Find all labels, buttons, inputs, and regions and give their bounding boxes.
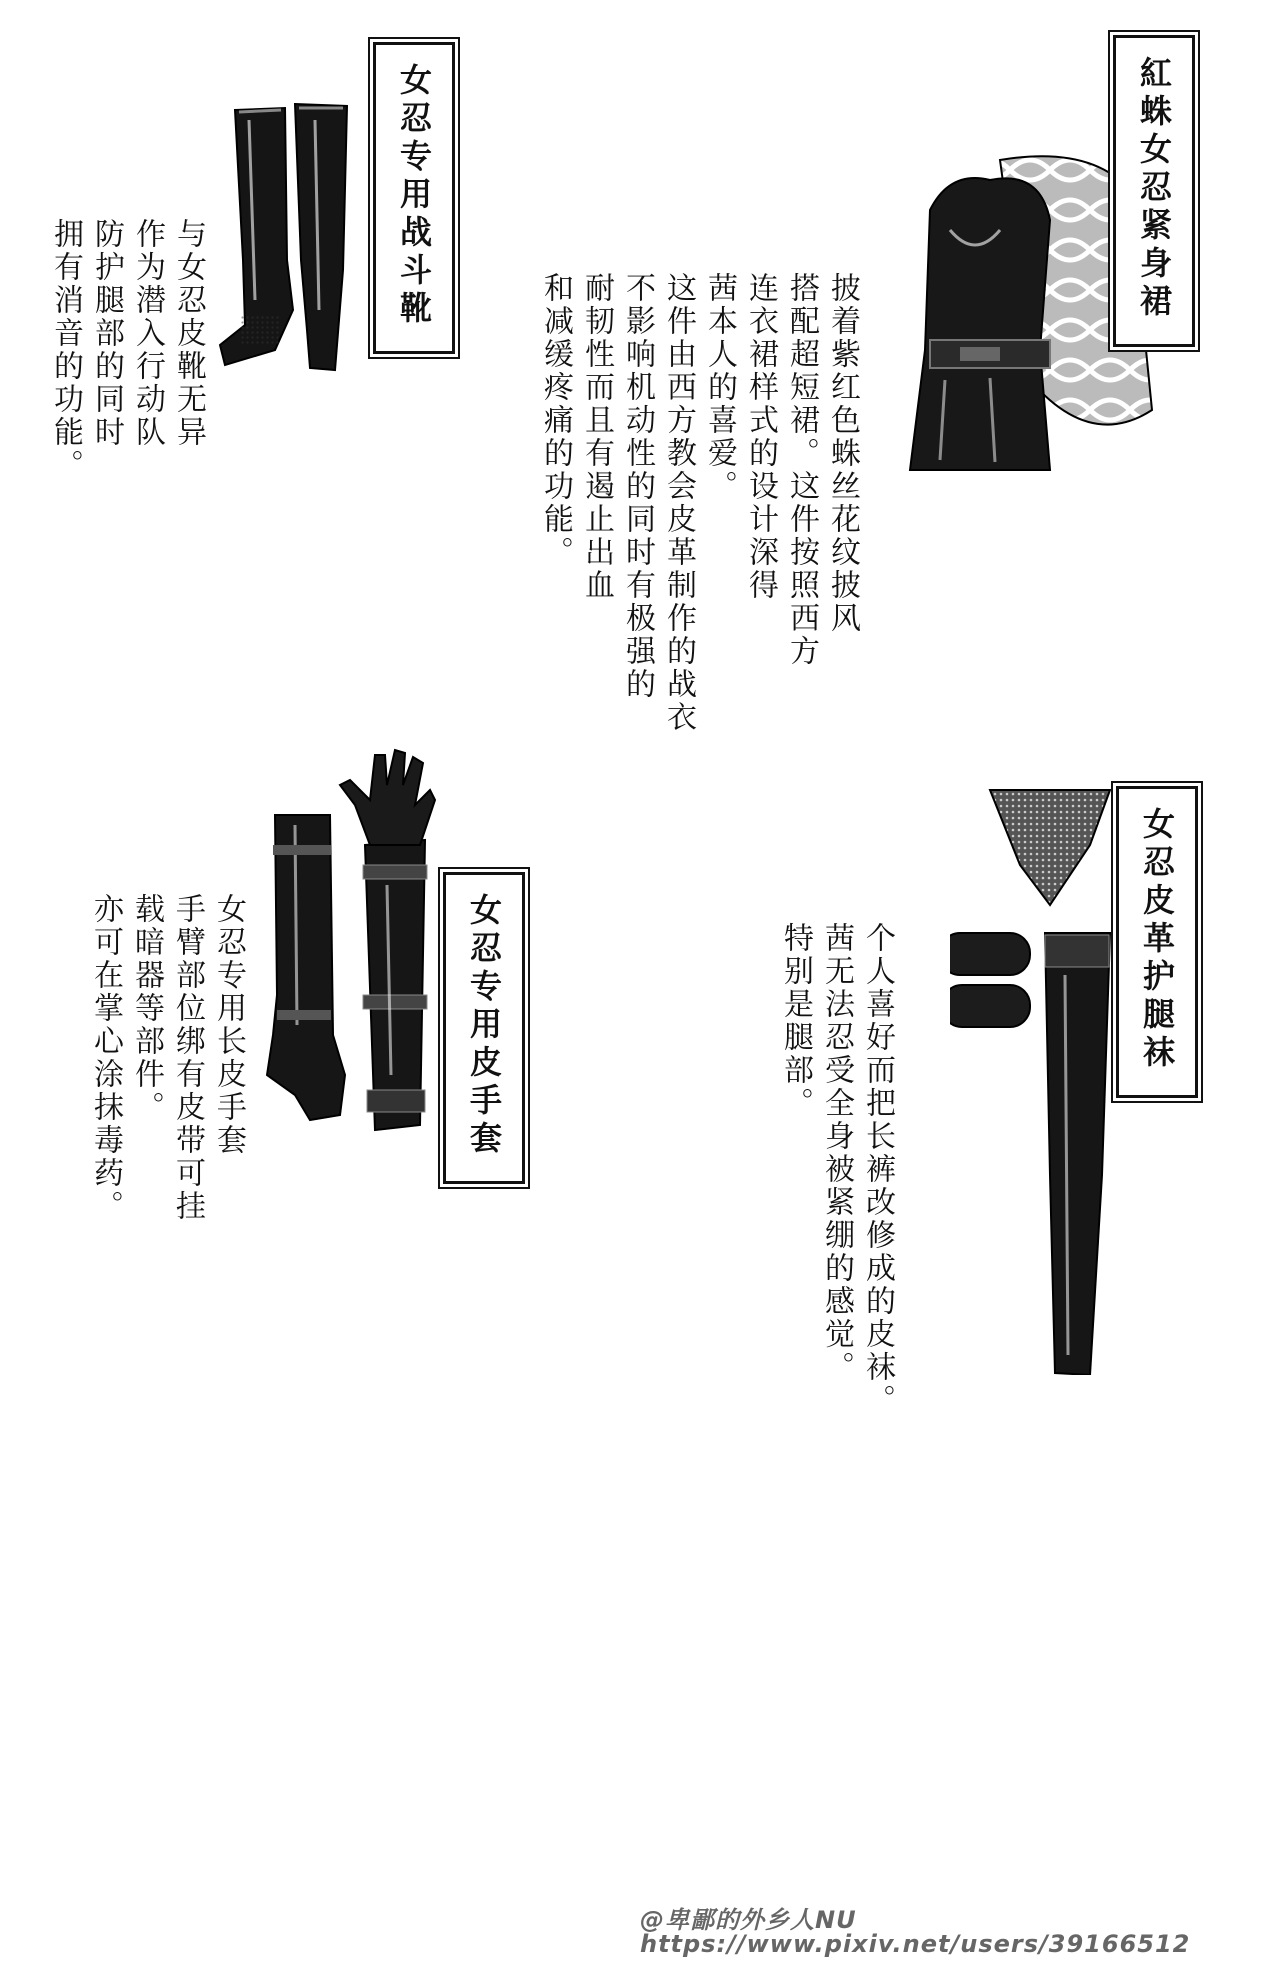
boots-illustration bbox=[215, 100, 375, 380]
bodysuit-desc-line: 茜本人的喜爱。 bbox=[702, 272, 737, 503]
gloves-title: 女忍专用皮手套 bbox=[465, 893, 503, 1159]
bodysuit-desc-line: 和减缓疼痛的功能。 bbox=[538, 272, 573, 569]
bodysuit-desc-line: 不影响机动性的同时有极强的 bbox=[620, 272, 655, 701]
watermark-author: @卑鄙的外乡人NU bbox=[640, 1906, 857, 1934]
boots-desc-line: 防护腿部的同时 bbox=[89, 218, 124, 449]
boots-desc-line: 作为潜入行动队 bbox=[130, 218, 165, 449]
gloves-title-box bbox=[443, 872, 525, 1184]
stockings-illustration bbox=[950, 785, 1120, 1375]
stockings-title: 女忍皮革护腿袜 bbox=[1138, 807, 1176, 1073]
watermark-url: https://www.pixiv.net/users/39166512 bbox=[640, 1930, 1191, 1958]
bodysuit-description bbox=[535, 272, 863, 742]
bodysuit-title: 紅蛛女忍紧身裙 bbox=[1135, 56, 1173, 322]
stockings-desc-line: 个人喜好而把长裤改修成的皮袜。 bbox=[860, 922, 895, 1417]
bodysuit-desc-line: 连衣裙样式的设计深得 bbox=[743, 272, 778, 602]
stockings-description bbox=[775, 922, 898, 1442]
bodysuit-desc-line: 搭配超短裙。这件按照西方 bbox=[784, 272, 819, 668]
gloves-desc-line: 载暗器等部件。 bbox=[129, 893, 164, 1124]
gloves-desc-line: 手臂部位绑有皮带可挂 bbox=[170, 893, 205, 1223]
stockings-desc-line: 茜无法忍受全身被紧绷的感觉。 bbox=[819, 922, 854, 1384]
bodysuit-desc-line: 披着紫红色蛛丝花纹披风 bbox=[825, 272, 860, 635]
boots-description bbox=[45, 218, 209, 548]
gloves-desc-line: 亦可在掌心涂抹毒药。 bbox=[88, 893, 123, 1223]
boots-title-box bbox=[373, 42, 455, 354]
bodysuit-desc-line: 耐韧性而且有遏止出血 bbox=[579, 272, 614, 602]
gloves-desc-line: 女忍专用长皮手套 bbox=[211, 893, 246, 1157]
stockings-desc-line: 特别是腿部。 bbox=[778, 922, 813, 1120]
bodysuit-title-box bbox=[1113, 35, 1195, 347]
gloves-description bbox=[85, 893, 249, 1253]
stockings-title-box bbox=[1116, 786, 1198, 1098]
boots-title: 女忍专用战斗靴 bbox=[395, 63, 433, 329]
gloves-illustration bbox=[255, 745, 465, 1135]
boots-desc-line: 与女忍皮靴无异 bbox=[171, 218, 206, 449]
bodysuit-desc-line: 这件由西方教会皮革制作的战衣 bbox=[661, 272, 696, 734]
boots-desc-line: 拥有消音的功能。 bbox=[48, 218, 83, 482]
